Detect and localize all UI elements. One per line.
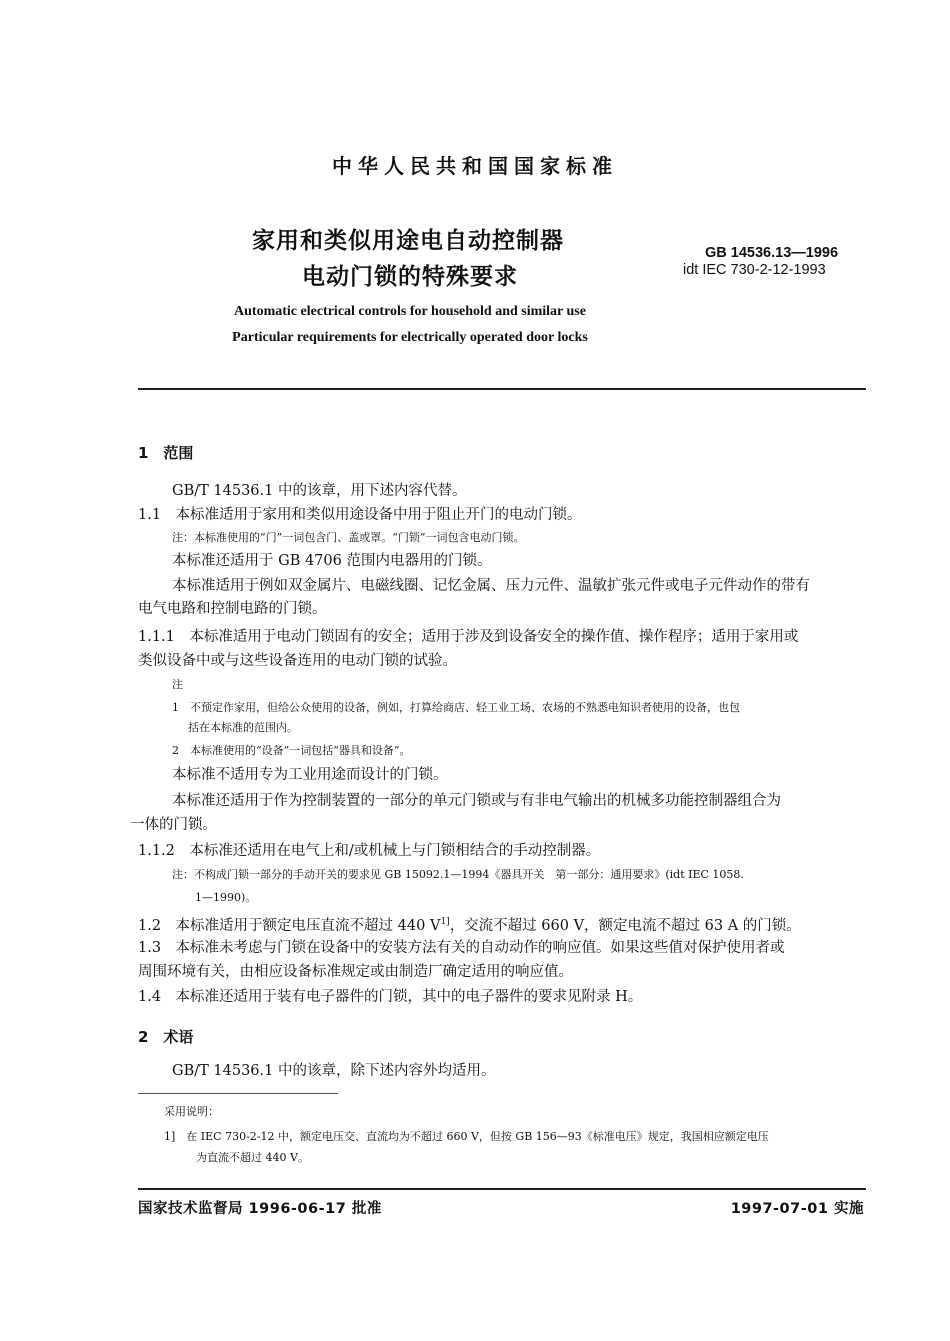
title-en-line1: Automatic electrical controls for household and similar use: [234, 304, 586, 319]
clause-1-2-text-cont: ，交流不超过 660 V，额定电流不超过 63 A 的门锁。: [449, 917, 801, 934]
clause-1-1-1-para2: 本标准不适用专为工业用途而设计的门锁。: [172, 767, 448, 783]
section-1-heading: 1 范围: [138, 444, 194, 462]
approval-date: 国家技术监督局 1996-06-17 批准: [138, 1201, 382, 1217]
section-2-intro: GB/T 14536.1 中的该章，除下述内容外均适用。: [172, 1063, 496, 1079]
note-2: 2 本标准使用的“设备”一词包括“器具和设备”。: [172, 744, 411, 757]
clause-1-1-para3-line2: 电气电路和控制电路的门锁。: [138, 601, 327, 617]
note-1-line2: 括在本标准的范围内。: [188, 721, 298, 734]
clause-1-3-line1: 1.3 本标准未考虑与门锁在设备中的安装方法有关的自动动作的响应值。如果这些值对保护使用者或: [138, 940, 785, 956]
adoption-item-line1: 1] 在 IEC 730-2-12 中，额定电压交、直流均为不超过 660 V，但按 GB 156—93《标准电压》规定，我国相应额定电压: [164, 1130, 769, 1143]
clause-1-3-line2: 周围环境有关，由相应设备标准规定或由制造厂确定适用的响应值。: [138, 964, 573, 980]
section-2-heading: 2 术语: [138, 1028, 194, 1046]
clause-1-2-text: 1.2 本标准适用于额定电压直流不超过 440 V: [138, 917, 441, 934]
adoption-item-line2: 为直流不超过 440 V。: [196, 1151, 309, 1164]
footnote-ref-1[interactable]: 1]: [440, 917, 450, 927]
title-en-line2: Particular requirements for electrically operated door locks: [232, 330, 588, 345]
clause-1-1: 1.1 本标准适用于家用和类似用途设备中用于阻止开门的电动门锁。: [138, 507, 582, 523]
section-1-intro: GB/T 14536.1 中的该章，用下述内容代替。: [172, 483, 467, 499]
footnote-divider: [138, 1093, 338, 1094]
clause-1-1-note: 注：本标准使用的“门”一词包含门、盖或罩。“门锁”一词包含电动门锁。: [172, 531, 525, 544]
clause-1-1-1-line2: 类似设备中或与这些设备连用的电动门锁的试验。: [138, 653, 457, 669]
clause-1-1-1-line1: 1.1.1 本标准适用于电动门锁固有的安全；适用于涉及到设备安全的操作值、操作程序；适用于家用或: [138, 629, 799, 645]
clause-1-1-2-note-line2: 1—1990)。: [195, 891, 257, 904]
national-standard-heading: 中华人民共和国国家标准: [332, 154, 618, 178]
implementation-date: 1997-07-01 实施: [730, 1201, 864, 1217]
standard-idt: idt IEC 730-2-12-1993: [683, 262, 826, 278]
footer-divider: [138, 1188, 866, 1190]
clause-1-1-para3-line1: 本标准适用于例如双金属片、电磁线圈、记忆金属、压力元件、温敏扩张元件或电子元件动作的带有: [172, 578, 810, 594]
clause-1-1-1-para3-line2: 一体的门锁。: [130, 817, 217, 833]
clause-1-1-para2: 本标准还适用于 GB 4706 范围内电器用的门锁。: [172, 553, 492, 569]
clause-1-1-2: 1.1.2 本标准还适用在电气上和/或机械上与门锁相结合的手动控制器。: [138, 843, 601, 859]
title-cn-line1: 家用和类似用途电自动控制器: [252, 228, 564, 254]
title-cn-line2: 电动门锁的特殊要求: [302, 264, 518, 290]
standard-number: GB 14536.13—1996: [705, 245, 839, 261]
notes-label: 注: [172, 678, 183, 691]
adoption-label: 采用说明：: [164, 1105, 219, 1118]
clause-1-1-2-note-line1: 注：不构成门锁一部分的手动开关的要求见 GB 15092.1—1994《器具开关 第一部分：通用要求》(idt IEC 1058.: [172, 868, 744, 881]
note-1-line1: 1 不预定作家用，但给公众使用的设备，例如，打算给商店、轻工业工场、农场的不熟悉电知识者使用的设备，也包: [172, 701, 740, 714]
header-divider: [138, 388, 866, 390]
clause-1-4: 1.4 本标准还适用于装有电子器件的门锁，其中的电子器件的要求见附录 H。: [138, 989, 643, 1005]
clause-1-2: [138, 912, 801, 936]
clause-1-1-1-para3-line1: 本标准还适用于作为控制装置的一部分的单元门锁或与有非电气输出的机械多功能控制器组合为: [172, 793, 781, 809]
